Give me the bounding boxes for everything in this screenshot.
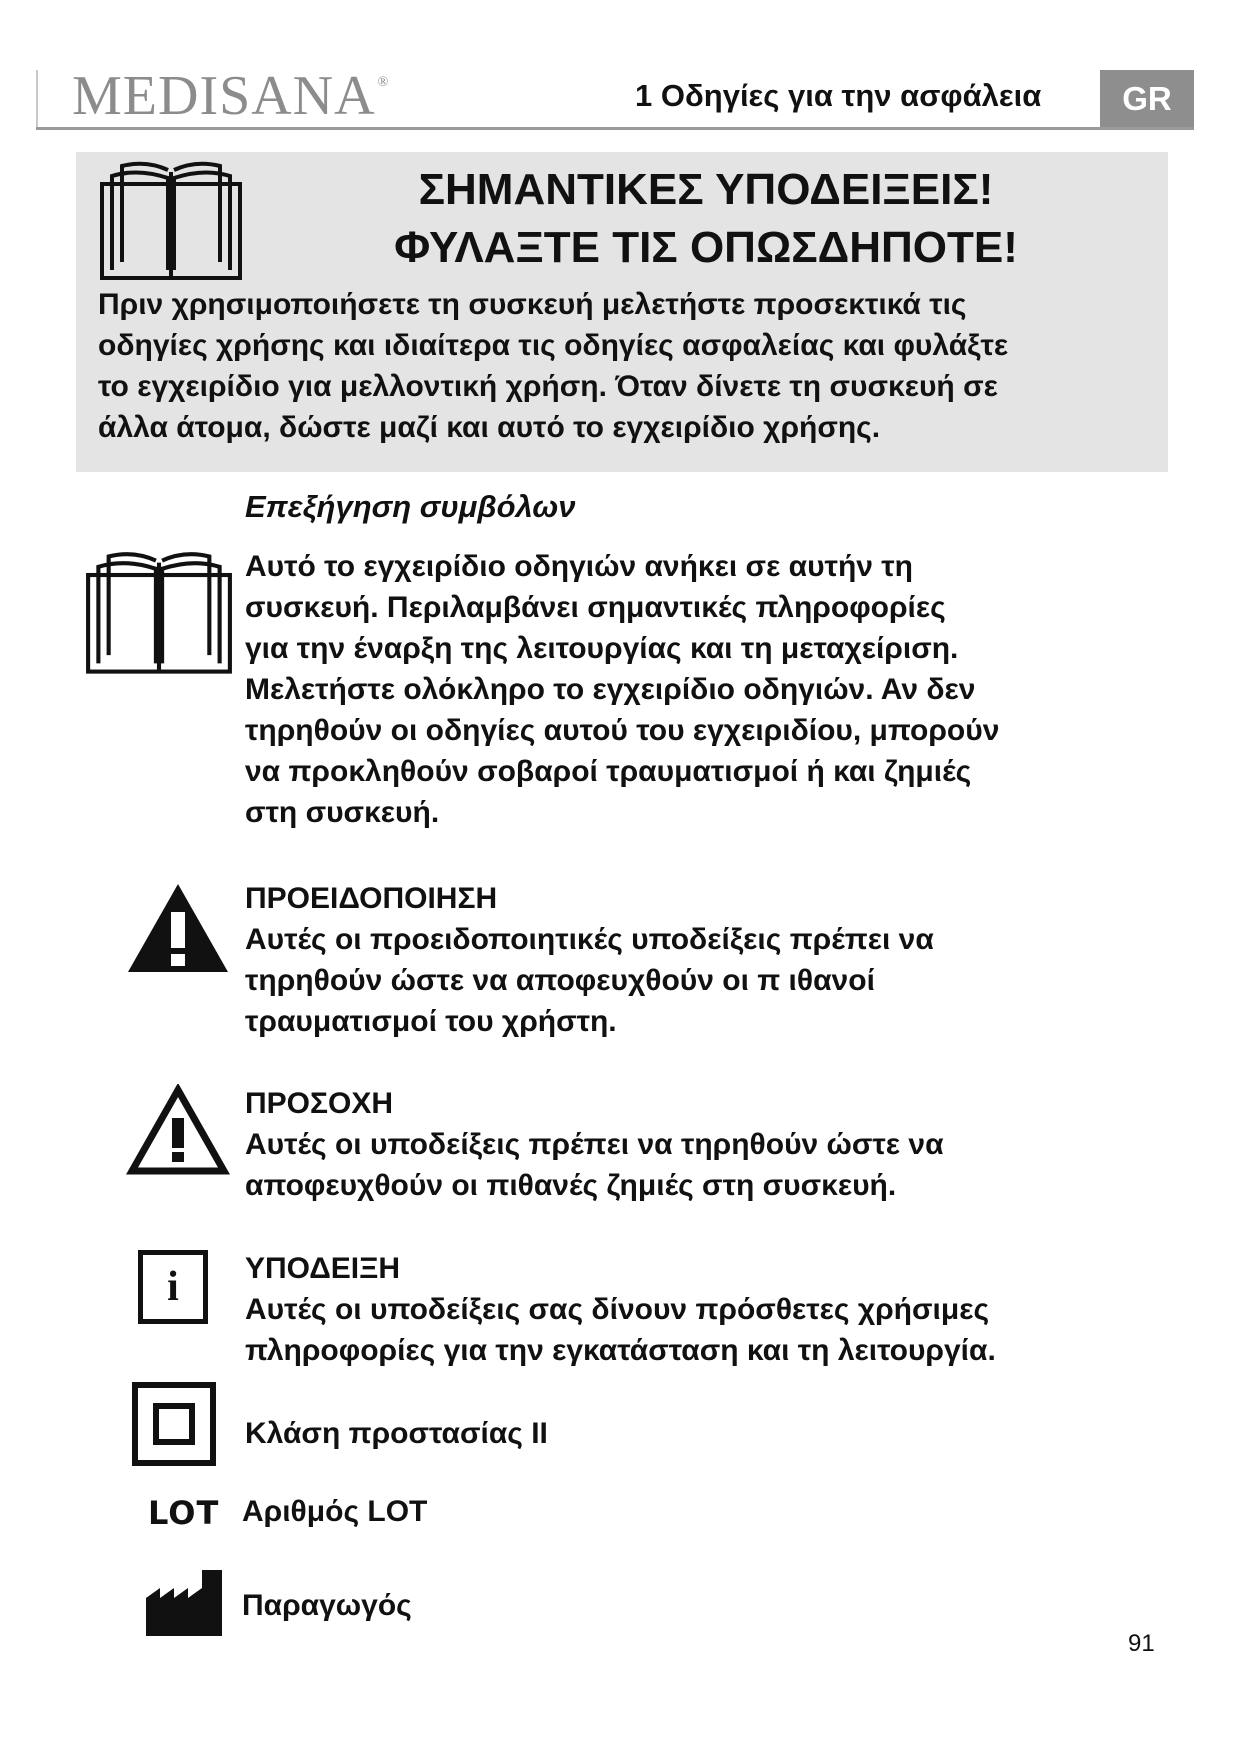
description-line: αποφευχθούν οι πιθανές ζημιές στη συσκευή. [245, 1169, 897, 1202]
manual-symbol-description [245, 546, 999, 833]
description-line: Αυτές οι προειδοποιητικές υποδείξεις πρέπει να [245, 923, 934, 956]
page-number: 91 [1128, 1630, 1155, 1657]
description-line: στη συσκευή. [245, 796, 440, 829]
registered-mark: ® [377, 75, 390, 90]
caution-label: ΠΡΟΣΟΧΗ [245, 1087, 394, 1120]
description-line: συσκευή. Περιλαμβάνει σημαντικές πληροφορίες [245, 591, 946, 624]
description-line: τηρηθούν οι οδηγίες αυτού του εγχειριδίου, μπορούν [245, 714, 1000, 747]
manufacturer-icon [146, 1570, 222, 1636]
description-line: Αυτές οι υποδείξεις σας δίνουν πρόσθετες χρήσιμες [245, 1293, 990, 1326]
important-title-line-1: ΣΗΜΑΝΤΙΚΕΣ ΥΠΟΔΕΙΞΕΙΣ! [418, 165, 994, 214]
description-line: για την έναρξη της λειτουργίας και τη μεταχείριση. [245, 632, 959, 665]
warning-symbol-description [245, 878, 934, 1042]
open-book-icon [98, 158, 244, 282]
description-line: τηρηθούν ώστε να αποφευχθούν οι π ιθανοί [245, 964, 875, 997]
intro-line: το εγχειρίδιο για μελλοντική χρήση. Όταν δίνετε τη συσκευή σε [98, 370, 998, 403]
brand-name: MEDISANA [72, 65, 376, 127]
description-line: Αυτό το εγχειρίδιο οδηγιών ανήκει σε αυτήν τη [245, 550, 913, 583]
language-tab: GR [1100, 70, 1194, 128]
intro-line: οδηγίες χρήσης και ιδιαίτερα τις οδηγίες ασφαλείας και φυλάξτε [98, 329, 1009, 362]
intro-line: Πριν χρησιμοποιήσετε τη συσκευή μελετήστε προσεκτικά τις [98, 288, 967, 321]
info-icon: i [138, 1250, 208, 1324]
caution-outline-icon [126, 1084, 230, 1176]
description-line: Αυτές οι υποδείξεις πρέπει να τηρηθούν ώστε να [245, 1128, 944, 1161]
lot-icon: LOT [148, 1494, 220, 1532]
class-ii-label: Κλάση προστασίας II [245, 1417, 548, 1450]
warning-label: ΠΡΟΕΙΔΟΠΟΙΗΣΗ [245, 882, 498, 915]
brand-logo [72, 65, 390, 127]
intro-line: άλλα άτομα, δώστε μαζί και αυτό το εγχειρίδιο χρήσης. [98, 411, 881, 444]
protection-class-ii-icon [132, 1382, 216, 1466]
open-book-icon [84, 548, 234, 676]
important-notice-box [76, 152, 1168, 472]
important-intro-text [98, 284, 1158, 448]
lot-label: Αριθμός LOT [242, 1495, 428, 1528]
section-title: 1 Οδηγίες για την ασφάλεια [635, 78, 1042, 113]
description-line: να προκληθούν σοβαροί τραυματισμοί ή και ζημιές [245, 755, 972, 788]
caution-symbol-description [245, 1083, 944, 1206]
warning-filled-icon [126, 882, 230, 974]
important-title-line-2: ΦΥΛΑΞΤΕ ΤΙΣ ΟΠΩΣΔΗΠΟΤΕ! [394, 223, 1018, 272]
header-divider [36, 127, 1194, 130]
description-line: τραυματισμοί του χρήστη. [245, 1005, 617, 1038]
description-line: Μελετήστε ολόκληρο το εγχειρίδιο οδηγιών. Αν δεν [245, 673, 976, 706]
manufacturer-label: Παραγωγός [242, 1589, 412, 1622]
note-label: ΥΠΟΔΕΙΞΗ [245, 1252, 401, 1285]
header-left-edge [36, 70, 38, 128]
note-symbol-description [245, 1248, 996, 1371]
symbols-heading: Επεξήγηση συμβόλων [245, 489, 576, 524]
description-line: πληροφορίες για την εγκατάσταση και τη λειτουργία. [245, 1334, 996, 1367]
